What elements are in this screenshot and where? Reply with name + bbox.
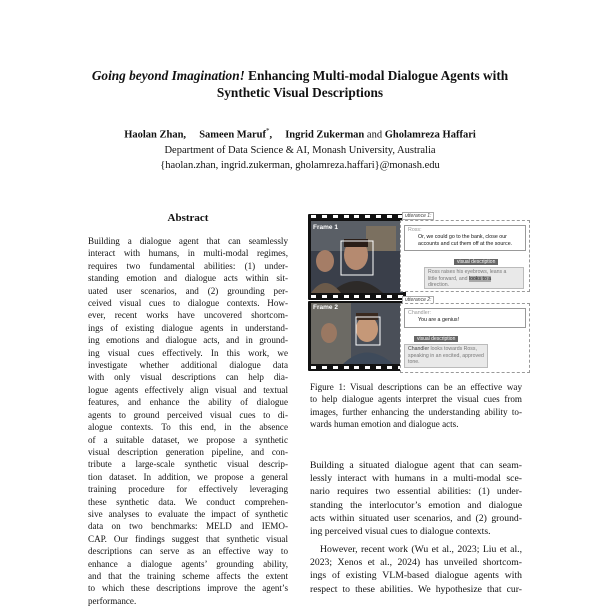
desc-2-line-2: speaking in an excited, approved [408, 352, 484, 359]
utterance-1-box [404, 225, 526, 251]
abstract-line: descriptions can serve as an effective way to [88, 546, 288, 557]
visual-description-2 [404, 344, 488, 368]
abstract-line: standing emotion and dialogue acts within sit- [88, 273, 288, 284]
abstract-line: to which these descriptions improve the agent’s [88, 583, 288, 594]
author-names: Haolan Zhan, Sameen Maruf*, Ingrid Zukerman and Gholamreza Haffari [124, 127, 476, 141]
title-italic: Going beyond Imagination! [91, 68, 245, 83]
abstract-line: tion dataset. In addition, we propose a general [88, 471, 288, 482]
intro-1-line: ing perceived visual cues to dialogue contexts. [310, 526, 491, 538]
abstract-line: agents to ground perceived visual cues to di- [88, 409, 288, 420]
author-mark: * [265, 127, 270, 135]
abstract-line: of a suitable dataset, we propose a synthetic [88, 434, 288, 445]
utterance-2-line-1: You are a genius! [418, 317, 460, 323]
abstract-line: enhance a dialogue agents’ grounding ability, [88, 558, 288, 569]
caption-line: to help dialogue agents interpret the visual cues from [310, 394, 522, 405]
abstract-line: ing visual cues effectively. In this work, we [88, 347, 288, 358]
paper-title [30, 67, 570, 101]
abstract-line: training procedure for effectively leveraging [88, 484, 288, 495]
author-1: Haolan Zhan, [124, 129, 187, 141]
author-2: Sameen Maruf [199, 129, 266, 141]
author-and: and [366, 129, 383, 141]
intro-1-line: standing the interlocutor’s emotion and dialogue [310, 499, 522, 511]
abstract-line: ever, recent works have uncovered shortcom- [88, 310, 288, 321]
abstract-line: alogue contexts. To this end, in the absence [88, 422, 288, 433]
abstract-line: CAP. Our findings suggest that synthetic visual [88, 533, 288, 544]
filmstrip-frame-2 [308, 301, 406, 371]
author-block [30, 124, 570, 173]
utterance-1-tag: utterance 1: [402, 212, 434, 220]
caption-line: Figure 1: Visual descriptions can be an effective way [310, 382, 522, 392]
visual-description-1-tag: visual description [454, 259, 498, 265]
visual-description-1 [424, 267, 524, 289]
abstract-line: these synthetic data. We conduct comprehen- [88, 496, 288, 507]
utterance-2-tag: utterance 2: [402, 296, 434, 304]
desc-2-line-1b: looks towards Ross, [430, 346, 477, 352]
abstract-line: interact with humans, in multi-modal regimes, [88, 248, 288, 259]
abstract-line: logue agents effectively align visual and textual [88, 384, 288, 395]
desc-1-line-3: direction. [428, 282, 450, 289]
intro-1-line: Building a situated dialogue agent that can seam- [310, 460, 522, 471]
abstract-heading: Abstract [167, 212, 209, 224]
desc-1-highlight: looks to a [468, 275, 492, 282]
abstract-line: requires two fundamental abilities: (1) under- [88, 260, 288, 271]
frame-2-image [311, 303, 403, 364]
abstract-line: ings of existing dialogue agents in understand- [88, 322, 288, 333]
intro-2-line: respect to these abilities. We hypothesize that cur- [310, 583, 522, 595]
abstract-line: sive analyses to evaluate the impact of synthetic [88, 508, 288, 519]
desc-2-line-1a: Chandler [408, 346, 431, 352]
abstract-line: visual description generation pipeline, and con- [88, 446, 288, 457]
caption-line: images, further enhancing the understanding ability to- [310, 406, 522, 417]
abstract-line: investigate whether additional dialogue data [88, 360, 288, 371]
frame-2-label: Frame 2 [313, 304, 338, 311]
visual-description-2-tag: visual description [414, 336, 458, 342]
intro-paragraph-2 [310, 543, 522, 596]
desc-1-line-2: little forward, and [428, 275, 469, 282]
utterance-1-line-2: accounts and cut them off at the source. [418, 241, 513, 247]
speaker-1: Ross: [408, 227, 422, 233]
affiliation: Department of Data Science & AI, Monash University, Australia [164, 144, 436, 156]
speaker-2: Chandler: [408, 310, 431, 316]
intro-paragraph-1 [310, 459, 522, 538]
title-line2: Synthetic Visual Descriptions [216, 85, 384, 100]
figure-caption [310, 381, 522, 431]
utterance-2-box [404, 308, 526, 328]
intro-1-line: lessly interact with humans in a multi-modal sce- [310, 473, 522, 485]
desc-2-line-3: tone. [408, 359, 420, 366]
film-holes-bottom-2 [308, 365, 406, 370]
author-4: Gholamreza Haffari [384, 129, 476, 141]
abstract-line: ceived visual cues to dialogue contexts. How- [88, 298, 288, 309]
emails: {haolan.zhan, ingrid.zukerman, gholamreza.haffari}@monash.edu [160, 159, 440, 171]
abstract-line: ing emotions and dialogue acts, and in ground- [88, 335, 288, 346]
abstract-line: tribute a large-scale synthetic visual descrip- [88, 459, 288, 470]
intro-1-line: nario requires two essential abilities: (1) under- [310, 486, 522, 498]
caption-line: wards human emotion and dialogue acts. [310, 419, 459, 430]
desc-1-line-1: Ross raises his eyebrows, leans a [428, 269, 507, 275]
abstract-line: performance. [88, 595, 137, 606]
intro-2-line: 2023; Xenos et al., 2024) has unveiled shortcom- [310, 557, 522, 569]
frame-1-image [311, 221, 403, 293]
abstract-body [88, 235, 288, 607]
filmstrip-frame-1 [308, 214, 406, 300]
intro-2-line: However, recent work (Wu et al., 2023; Liu et al., [320, 544, 522, 555]
title-rest: Enhancing Multi-modal Dialogue Agents with [244, 68, 509, 83]
abstract-line: with only visual descriptions can help dia- [88, 372, 288, 383]
abstract-line: and that the training scheme affects the extent [88, 570, 288, 581]
utterance-1-line-1: Or, we could go to the bank, close our [418, 234, 507, 240]
frame-1-label: Frame 1 [313, 224, 338, 231]
abstract-line: data on two benchmarks: MELD and IEMO- [88, 521, 288, 532]
abstract-line: uated user scenarios, and (2) grounding per- [88, 285, 288, 296]
figure-1 [308, 212, 530, 372]
abstract-line: features, and enhance the ability of dialogue [88, 397, 288, 408]
intro-2-line: ings of existing VLM-based dialogue agents with [310, 570, 522, 582]
film-holes-bottom [308, 294, 406, 299]
author-3: Ingrid Zukerman [285, 129, 365, 141]
film-holes-top [308, 214, 406, 219]
abstract-line: Building a dialogue agent that can seamlessly [88, 236, 288, 246]
intro-1-line: acts within situated user scenarios, and (2) ground- [310, 512, 522, 524]
